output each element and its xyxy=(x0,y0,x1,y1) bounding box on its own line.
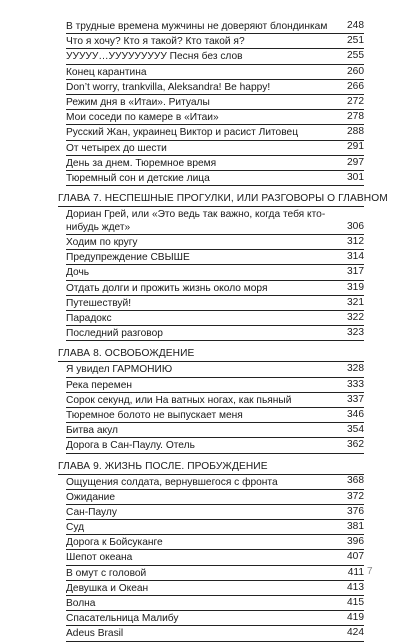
toc-entry-title: День за днем. Тюремное время xyxy=(66,157,217,169)
toc-entry-title: Путешествуй! xyxy=(66,297,132,309)
toc-entry-page: 301 xyxy=(347,171,364,183)
toc-entry xyxy=(66,490,364,505)
toc-entry-page: 413 xyxy=(347,581,364,593)
toc-entry-title: Предупреждение СВЫШЕ xyxy=(66,252,190,264)
toc-entry-page: 323 xyxy=(347,327,364,339)
toc-entry-title: Сан-Паулу xyxy=(66,506,117,518)
toc-entry xyxy=(66,505,364,520)
toc-entry xyxy=(66,156,364,171)
toc-entry xyxy=(66,581,364,596)
toc-entry-page: 424 xyxy=(347,627,364,639)
toc-entry-title: От четырех до шести xyxy=(66,142,167,154)
toc-entry-title: Река перемен xyxy=(66,379,132,391)
toc-entry-title: Битва акул xyxy=(66,425,118,437)
toc-entry xyxy=(66,378,364,393)
toc-entry-page: 337 xyxy=(347,393,364,405)
toc-entry-title: Дорога к Бойсуканге xyxy=(66,537,163,549)
toc-entry-title: Волна xyxy=(66,598,96,609)
toc-entry xyxy=(66,19,364,34)
toc-entry-title: Отдать долги и прожить жизнь около моря xyxy=(66,282,268,294)
toc-entry-title: Последний разговор xyxy=(66,328,163,340)
toc-entry-page: 251 xyxy=(347,35,364,47)
toc-entry-title: Я увидел ГАРМОНИЮ xyxy=(66,364,173,376)
toc-entry-title: Мои соседи по камере в «Итаи» xyxy=(66,112,219,124)
toc-entry-page: 312 xyxy=(347,236,364,248)
toc-entry-title: Что я хочу? Кто я такой? Кто такой я? xyxy=(66,36,245,48)
toc-entry xyxy=(66,250,364,265)
toc-entry-page: 306 xyxy=(347,220,364,232)
toc-entry-title: Спасательница Малибу xyxy=(66,613,179,625)
toc-entry xyxy=(66,550,364,565)
toc-entry xyxy=(66,566,364,581)
toc-entry xyxy=(66,49,364,64)
toc-entry-page: 278 xyxy=(347,111,364,123)
toc-entry-page: 381 xyxy=(347,521,364,533)
toc-entry-page: 362 xyxy=(347,439,364,451)
toc-entry-page: 248 xyxy=(347,19,364,31)
toc-entry xyxy=(66,326,364,341)
toc-entry-page: 333 xyxy=(347,378,364,390)
toc-entry xyxy=(66,626,364,641)
toc-entry xyxy=(66,423,364,438)
table-of-contents xyxy=(58,19,388,642)
toc-entry xyxy=(66,281,364,296)
toc-entry xyxy=(66,438,364,453)
toc-entry-page: 376 xyxy=(347,505,364,517)
toc-entry-title: В трудные времена мужчины не доверяют блондинкам xyxy=(66,21,328,32)
toc-entry-title: В омут с головой xyxy=(66,567,147,579)
toc-entry-page: 372 xyxy=(347,490,364,502)
toc-entry-page: 291 xyxy=(347,141,364,153)
toc-entry xyxy=(66,95,364,110)
toc-entry-title: Дочь xyxy=(66,267,90,279)
toc-entry xyxy=(66,475,364,490)
toc-entry-page: 407 xyxy=(347,551,364,563)
toc-entry xyxy=(66,393,364,408)
chapter-heading: ГЛАВА 9. ЖИЗНЬ ПОСЛЕ. ПРОБУЖДЕНИЕ xyxy=(58,458,364,475)
toc-entry-page: 396 xyxy=(347,536,364,548)
toc-entry xyxy=(66,171,364,186)
toc-entry xyxy=(66,141,364,156)
toc-entry-title: УУУУУ…УУУУУУУУУ Песня без слов xyxy=(66,51,243,63)
toc-entry-page: 322 xyxy=(347,311,364,323)
toc-entry-title: Парадокс xyxy=(66,313,112,324)
toc-entry xyxy=(66,362,364,377)
toc-entry xyxy=(66,520,364,535)
toc-entry-title: Ходим по кругу xyxy=(66,237,138,249)
toc-entry xyxy=(66,311,364,326)
toc-entry-title: Конец карантина xyxy=(66,66,147,78)
toc-entry xyxy=(66,207,364,235)
toc-entry-title: Ощущения солдата, вернувшегося с фронта xyxy=(66,476,278,488)
toc-entry xyxy=(66,34,364,49)
toc-entry-title: Дорога в Сан-Паулу. Отель xyxy=(66,440,195,452)
page-number: 7 xyxy=(367,566,373,577)
toc-entry xyxy=(66,80,364,95)
toc-entry xyxy=(66,65,364,80)
toc-entry-title: Русский Жан, украинец Виктор и расист Литовец xyxy=(66,127,299,139)
toc-entry-page: 314 xyxy=(347,251,364,263)
toc-entry xyxy=(66,535,364,550)
toc-entry-title: Ожидание xyxy=(66,491,116,503)
chapter-heading: ГЛАВА 8. ОСВОБОЖДЕНИЕ xyxy=(58,345,364,362)
toc-entry-page: 419 xyxy=(347,612,364,624)
toc-entry-page: 260 xyxy=(347,65,364,77)
toc-entry-page: 415 xyxy=(347,596,364,608)
toc-entry-page: 266 xyxy=(347,80,364,92)
toc-entry-page: 328 xyxy=(347,363,364,375)
toc-entry xyxy=(66,125,364,140)
toc-entry xyxy=(66,611,364,626)
toc-entry-title: Сорок секунд, или На ватных ногах, как пьяный xyxy=(66,394,292,406)
toc-entry-title: Тюремный сон и детские лица xyxy=(66,172,210,184)
toc-entry-title: Тюремное болото не выпускает меня xyxy=(66,409,243,421)
toc-entry-page: 411 xyxy=(347,566,364,578)
toc-entry-page: 288 xyxy=(347,126,364,138)
toc-entry-page: 321 xyxy=(347,296,364,308)
toc-entry xyxy=(66,265,364,280)
toc-entry xyxy=(66,110,364,125)
toc-entry-page: 346 xyxy=(347,408,364,420)
toc-entry xyxy=(66,408,364,423)
toc-entry xyxy=(66,235,364,250)
toc-entry-title: Дориан Грей, или «Это ведь так важно, когда тебя кто-нибудь ждет» xyxy=(66,209,326,234)
toc-entry-page: 297 xyxy=(347,156,364,168)
toc-entry-page: 368 xyxy=(347,475,364,487)
toc-entry-page: 317 xyxy=(347,266,364,278)
toc-entry-title: Adeus Brasil xyxy=(66,628,124,640)
toc-entry-title: Суд xyxy=(66,522,85,534)
toc-entry-title: Девушка и Океан xyxy=(66,582,149,594)
toc-entry xyxy=(66,596,364,611)
toc-entry-page: 354 xyxy=(347,424,364,436)
toc-entry xyxy=(66,296,364,311)
toc-entry-title: Don’t worry, trankvilla, Aleksandra! Be happy! xyxy=(66,81,271,93)
toc-entry-title: Шепот океана xyxy=(66,552,133,564)
toc-entry-page: 319 xyxy=(347,281,364,293)
toc-entry-page: 272 xyxy=(347,95,364,107)
toc-entry-title: Режим дня в «Итаи». Ритуалы xyxy=(66,96,210,108)
chapter-heading: ГЛАВА 7. НЕСПЕШНЫЕ ПРОГУЛКИ, ИЛИ РАЗГОВОРЫ О ГЛАВНОМ xyxy=(58,190,364,207)
toc-entry-page: 255 xyxy=(347,50,364,62)
